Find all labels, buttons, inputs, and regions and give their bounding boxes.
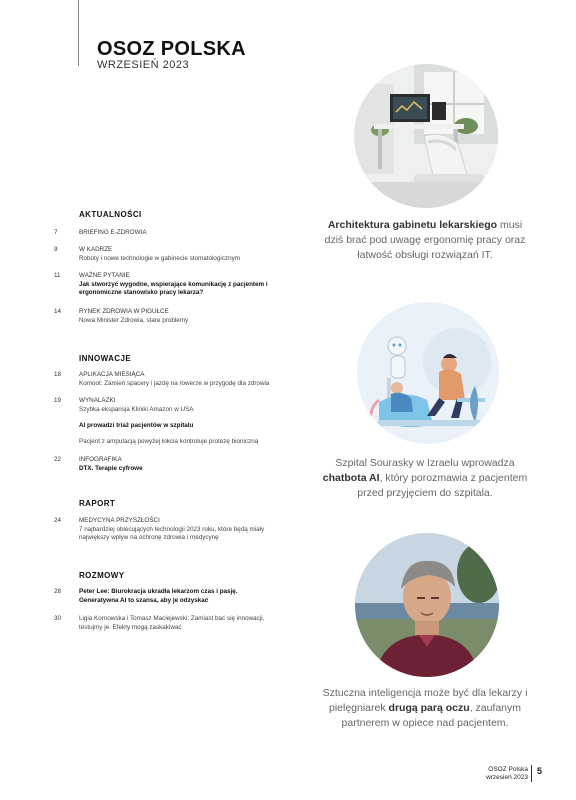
header-rule <box>78 0 79 66</box>
entry-text: Komoot: Zamień spacery i jazdę na rowerze w przygodę dla zdrowia <box>79 379 270 387</box>
page-number: 24 <box>54 517 62 524</box>
caption-bold: chatbota AI <box>322 472 380 484</box>
entry-category: RYNEK ZDROWIA W PIGUŁCE <box>79 308 169 315</box>
page-number: 28 <box>54 588 62 595</box>
office-photo <box>354 64 498 208</box>
footer-line: OSOZ Polska <box>488 766 528 773</box>
caption-bold: Architektura gabinetu lekarskiego <box>327 219 498 231</box>
entry-text: AI prowadzi triaż pacjentów w szpitalu <box>79 422 194 429</box>
feature-caption-chatbot <box>318 456 532 501</box>
page-number: 18 <box>54 371 62 378</box>
man-portrait-illustration <box>355 533 499 677</box>
entry-text: Roboty i nowe technologie w gabinecie stomatologicznym <box>79 254 241 262</box>
section-heading-innowacje: INNOWACJE <box>79 354 132 363</box>
entry-text: DTX. Terapie cyfrowe <box>79 464 143 472</box>
entry-text: Ligia Kornowska i Tomasz Maciejewski: Zamiast bać się innowacji, testujmy je. Efekty mogą zaskakiwać <box>79 615 265 631</box>
page-number: 9 <box>54 246 58 253</box>
section-heading-aktualnosci: AKTUALNOŚCI <box>79 210 142 219</box>
caption-bold: drugą parą oczu <box>388 702 470 714</box>
entry-category: WAŻNE PYTANIE <box>79 272 130 279</box>
footer-line: wrzesień 2023 <box>486 774 528 781</box>
caption-text: , zaufanym partnerem w opiece nad pacjentem. <box>341 702 521 729</box>
caption-text: , który porozmawia z pacjentem przed przyjęciem do szpitala. <box>357 472 528 499</box>
page-number: 11 <box>54 272 61 279</box>
page-number: 22 <box>54 456 62 463</box>
ergonomic-office-illustration <box>354 64 498 208</box>
portrait-photo <box>355 533 499 677</box>
section-heading-raport: RAPORT <box>79 499 116 508</box>
entry-text: 7 najbardziej obiecujących technologii 2023 roku, które będą miały największy wpływ na ochronę zdrowia i medycynę <box>79 525 265 542</box>
page-number: 19 <box>54 397 62 404</box>
caption-text: Sztuczna inteligencja może być dla lekarzy i pielęgniarek <box>322 687 528 714</box>
footer-divider <box>531 765 532 782</box>
entry-category: BRIEFING E-ZDROWIA <box>79 229 147 236</box>
entry-text: Nowa Minister Zdrowia, stare problemy <box>79 316 189 324</box>
caption-text: musi dziś brać pod uwagę ergonomię pracy oraz łatwość obsługi rozwiązań IT. <box>324 219 526 261</box>
entry-text: Jak stworzyć wygodne, wspierające komunikację z pacjentem i ergonomiczne stanowisko pracy lekarza? <box>79 280 268 297</box>
section-heading-rozmowy: ROZMOWY <box>79 571 125 580</box>
entry-category: WYNALAZKI <box>79 397 116 404</box>
entry-category: W KADRZE <box>79 246 113 253</box>
robot-nurse-illustration <box>357 302 499 444</box>
feature-caption-ai-eyes <box>318 686 532 731</box>
entry-text: Szybka ekspansja Kliniki Amazon w USA <box>79 405 194 413</box>
robot-illustration <box>357 302 499 444</box>
issue-date: WRZESIEŃ 2023 <box>97 59 190 71</box>
entry-category: MEDYCYNA PRZYSZŁOŚCI <box>79 517 160 524</box>
footer-publication <box>486 766 528 782</box>
magazine-title: OSOZ POLSKA <box>97 38 246 60</box>
entry-text: Peter Lee: Biurokracja ukradła lekarzom czas i pasję. Generatywna AI to szansa, aby je odzyskać <box>79 588 238 604</box>
page-number: 7 <box>54 229 58 236</box>
feature-caption-architecture <box>318 218 532 263</box>
entry-text: Pacjent z amputacją powyżej łokcia kontroluje protezę bioniczną <box>79 438 259 445</box>
page-number: 14 <box>54 308 62 315</box>
page-number-footer: 5 <box>537 766 543 776</box>
entry-category: INFOGRAFIKA <box>79 456 122 463</box>
caption-text: Szpital Sourasky w Izraelu wprowadza <box>335 457 515 469</box>
page-number: 30 <box>54 615 62 622</box>
entry-category: APLIKACJA MIESIĄCA <box>79 371 145 378</box>
